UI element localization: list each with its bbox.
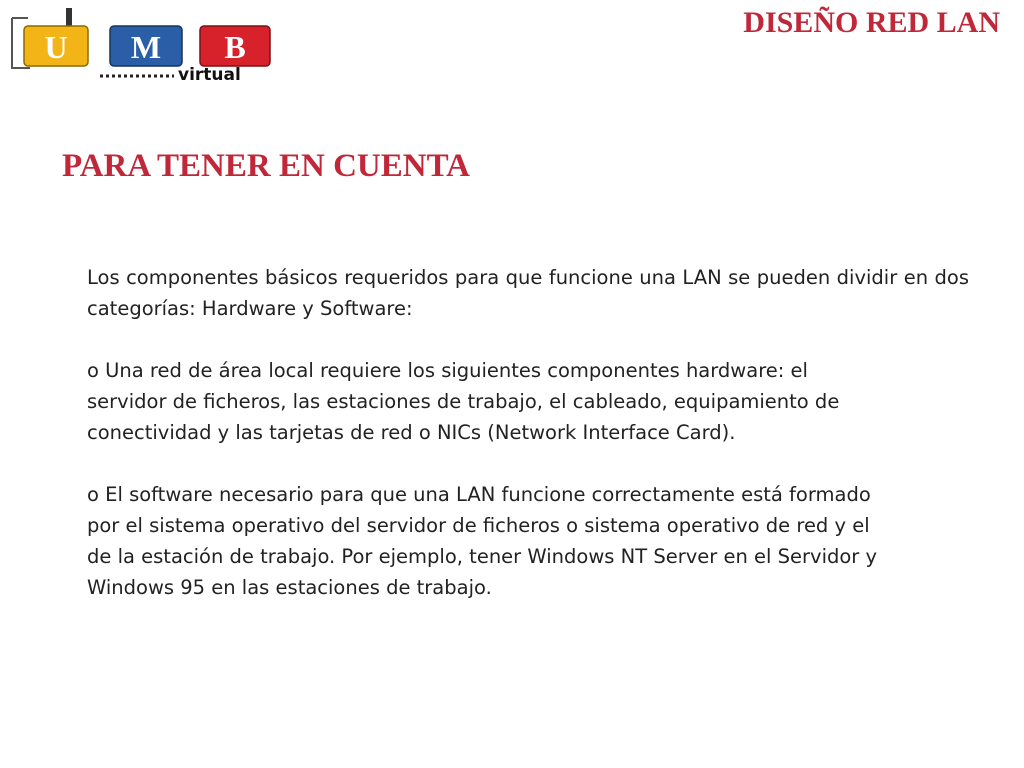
header-title: DISEÑO RED LAN [743,6,1000,39]
bullet-hardware: o Una red de área local requiere los siguientes componentes hardware: el servidor de ficheros, las estaciones de trabajo, el cableado, equipamiento de conectividad y las tarjetas de red o NICs (Network Interface Card). [87,359,840,444]
logo-tagline: virtual [178,65,241,84]
section-heading: PARA TENER EN CUENTA [62,148,470,184]
umb-virtual-logo [6,6,276,84]
intro-paragraph: Los componentes básicos requeridos para que funcione una LAN se pueden dividir en dos categorías: Hardware y Software: [87,266,969,320]
logo-letter-u: U [44,29,68,65]
logo-letter-m: M [130,29,162,65]
body-text [87,262,969,603]
logo-letter-b: B [224,29,246,65]
bullet-software: o El software necesario para que una LAN funcione correctamente está formado por el sistema operativo del servidor de ficheros o sistema operativo de red y el de la estación de trabajo. Por ejemplo, tener Windows NT Server en el Servidor y Windows 95 en las estaciones de trabajo. [87,483,878,599]
